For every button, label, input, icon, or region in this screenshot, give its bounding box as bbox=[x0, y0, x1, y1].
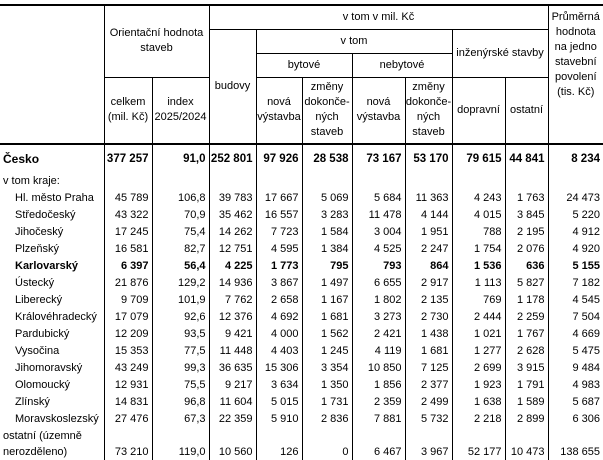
cell-nebytove-zmeny: 3 967 bbox=[405, 428, 452, 460]
table-row-subheading bbox=[0, 173, 603, 190]
cell-bytove-zmeny: 2 836 bbox=[302, 411, 352, 428]
cell-dopravni: 2 444 bbox=[452, 309, 505, 326]
cell-dopravni: 4 243 bbox=[452, 190, 505, 207]
subheading-label: v tom kraje: bbox=[3, 175, 60, 187]
cell-nebytove-nova: 6 655 bbox=[352, 275, 405, 292]
cell-prumerna: 4 912 bbox=[548, 224, 603, 241]
table-row bbox=[0, 275, 603, 292]
cell-bytove-zmeny: 1 245 bbox=[302, 343, 352, 360]
table-row bbox=[0, 309, 603, 326]
cell-dopravni: 788 bbox=[452, 224, 505, 241]
table-row bbox=[0, 428, 603, 460]
cell-bytove-nova: 15 306 bbox=[256, 360, 302, 377]
cell-bytove-zmeny: 1 384 bbox=[302, 241, 352, 258]
table-row bbox=[0, 326, 603, 343]
table-row bbox=[0, 224, 603, 241]
cell-prumerna: 7 182 bbox=[548, 275, 603, 292]
cell-prumerna: 5 220 bbox=[548, 207, 603, 224]
cell-prumerna: 5 475 bbox=[548, 343, 603, 360]
header-v-tom-mil-kc: v tom v mil. Kč bbox=[209, 5, 548, 29]
cell-dopravni: 1 638 bbox=[452, 394, 505, 411]
header-celkem: celkem (mil. Kč) bbox=[104, 77, 152, 144]
cell-celkem: 377 257 bbox=[104, 144, 152, 173]
cell-budovy: 39 783 bbox=[209, 190, 256, 207]
cell-index: 77,5 bbox=[152, 343, 209, 360]
cell-prumerna: 9 484 bbox=[548, 360, 603, 377]
cell-index: 82,7 bbox=[152, 241, 209, 258]
cell-index: 119,0 bbox=[152, 428, 209, 460]
cell-celkem: 9 709 bbox=[104, 292, 152, 309]
cell-ostatni: 1 763 bbox=[505, 190, 548, 207]
table-row bbox=[0, 411, 603, 428]
cell-index: 93,5 bbox=[152, 326, 209, 343]
cell-dopravni: 1 277 bbox=[452, 343, 505, 360]
header-prumerna-hodnota: Průměrná hodnota na jedno stavební povolení (tis. Kč) bbox=[548, 5, 603, 144]
table-row bbox=[0, 292, 603, 309]
cell-dopravni: 4 015 bbox=[452, 207, 505, 224]
cell-index: 129,2 bbox=[152, 275, 209, 292]
cell-celkem: 21 876 bbox=[104, 275, 152, 292]
cell-ostatni: 2 076 bbox=[505, 241, 548, 258]
table-row-total bbox=[0, 144, 603, 173]
cell-budovy: 11 604 bbox=[209, 394, 256, 411]
cell-index: 96,8 bbox=[152, 394, 209, 411]
table-row bbox=[0, 394, 603, 411]
cell-bytove-nova: 126 bbox=[256, 428, 302, 460]
cell-ostatni: 1 767 bbox=[505, 326, 548, 343]
cell-prumerna: 5 155 bbox=[548, 258, 603, 275]
cell-bytove-zmeny: 3 283 bbox=[302, 207, 352, 224]
cell-nebytove-nova: 2 359 bbox=[352, 394, 405, 411]
cell-prumerna: 4 669 bbox=[548, 326, 603, 343]
cell-ostatni: 636 bbox=[505, 258, 548, 275]
header-v-tom: v tom bbox=[256, 29, 452, 53]
cell-dopravni: 2 218 bbox=[452, 411, 505, 428]
cell-dopravni: 769 bbox=[452, 292, 505, 309]
cell-dopravni: 1 754 bbox=[452, 241, 505, 258]
cell-prumerna: 4 920 bbox=[548, 241, 603, 258]
cell-prumerna: 138 655 bbox=[548, 428, 603, 460]
cell-dopravni: 79 615 bbox=[452, 144, 505, 173]
cell-nebytove-zmeny: 4 144 bbox=[405, 207, 452, 224]
header-ostatni: ostatní bbox=[505, 77, 548, 144]
cell-celkem: 17 245 bbox=[104, 224, 152, 241]
cell-ostatni: 2 899 bbox=[505, 411, 548, 428]
table-row bbox=[0, 190, 603, 207]
cell-bytove-zmeny: 0 bbox=[302, 428, 352, 460]
cell-ostatni: 3 845 bbox=[505, 207, 548, 224]
header-corner bbox=[0, 5, 104, 144]
row-label: Moravskoslezský bbox=[15, 413, 99, 425]
table-row bbox=[0, 258, 603, 275]
cell-bytove-nova: 2 658 bbox=[256, 292, 302, 309]
cell-nebytove-zmeny: 2 730 bbox=[405, 309, 452, 326]
table-row bbox=[0, 377, 603, 394]
cell-nebytove-nova: 5 684 bbox=[352, 190, 405, 207]
header-budovy: budovy bbox=[209, 29, 256, 144]
cell-nebytove-zmeny: 2 135 bbox=[405, 292, 452, 309]
cell-ostatni: 5 827 bbox=[505, 275, 548, 292]
cell-celkem: 16 581 bbox=[104, 241, 152, 258]
row-label: Pardubický bbox=[15, 328, 70, 340]
cell-budovy: 4 225 bbox=[209, 258, 256, 275]
header-zmeny-nebytove: změny dokonče-ných staveb bbox=[405, 77, 452, 144]
cell-bytove-nova: 4 692 bbox=[256, 309, 302, 326]
cell-nebytove-nova: 1 802 bbox=[352, 292, 405, 309]
header-index: index 2025/2024 bbox=[152, 77, 209, 144]
cell-index: 99,3 bbox=[152, 360, 209, 377]
header-nebytove: nebytové bbox=[352, 53, 452, 77]
table-body bbox=[0, 144, 603, 460]
cell-prumerna: 24 473 bbox=[548, 190, 603, 207]
cell-budovy: 35 462 bbox=[209, 207, 256, 224]
cell-dopravni: 52 177 bbox=[452, 428, 505, 460]
cell-celkem: 73 210 bbox=[104, 428, 152, 460]
row-label: Karlovarský bbox=[15, 260, 78, 272]
cell-nebytove-nova: 11 478 bbox=[352, 207, 405, 224]
row-label: Olomoucký bbox=[15, 379, 71, 391]
cell-celkem: 14 831 bbox=[104, 394, 152, 411]
cell-ostatni: 3 915 bbox=[505, 360, 548, 377]
cell-nebytove-nova: 73 167 bbox=[352, 144, 405, 173]
row-label: Liberecký bbox=[15, 294, 63, 306]
cell-index: 91,0 bbox=[152, 144, 209, 173]
cell-nebytove-nova: 793 bbox=[352, 258, 405, 275]
cell-budovy: 14 936 bbox=[209, 275, 256, 292]
cell-nebytove-zmeny: 864 bbox=[405, 258, 452, 275]
cell-nebytove-nova: 4 525 bbox=[352, 241, 405, 258]
cell-nebytove-zmeny: 2 917 bbox=[405, 275, 452, 292]
row-label: ostatní (územně nerozděleno) bbox=[3, 430, 82, 458]
cell-nebytove-nova: 3 273 bbox=[352, 309, 405, 326]
cell-ostatni: 1 589 bbox=[505, 394, 548, 411]
construction-permits-table bbox=[0, 4, 603, 460]
cell-nebytove-zmeny: 2 499 bbox=[405, 394, 452, 411]
cell-celkem: 6 397 bbox=[104, 258, 152, 275]
cell-celkem: 12 209 bbox=[104, 326, 152, 343]
row-label: Zlínský bbox=[15, 396, 50, 408]
cell-ostatni: 2 195 bbox=[505, 224, 548, 241]
cell-dopravni: 1 021 bbox=[452, 326, 505, 343]
cell-budovy: 22 359 bbox=[209, 411, 256, 428]
row-label: Vysočina bbox=[15, 345, 60, 357]
row-label: Ústecký bbox=[15, 277, 55, 289]
cell-index: 92,6 bbox=[152, 309, 209, 326]
cell-prumerna: 4 545 bbox=[548, 292, 603, 309]
table-row bbox=[0, 360, 603, 377]
cell-celkem: 45 789 bbox=[104, 190, 152, 207]
row-label: Jihočeský bbox=[15, 226, 64, 238]
cell-celkem: 27 476 bbox=[104, 411, 152, 428]
cell-ostatni: 2 259 bbox=[505, 309, 548, 326]
table-row bbox=[0, 241, 603, 258]
cell-bytove-nova: 17 667 bbox=[256, 190, 302, 207]
cell-nebytove-zmeny: 7 125 bbox=[405, 360, 452, 377]
cell-bytove-nova: 4 000 bbox=[256, 326, 302, 343]
cell-bytove-nova: 5 015 bbox=[256, 394, 302, 411]
cell-dopravni: 1 923 bbox=[452, 377, 505, 394]
header-nova-vystavba-bytove: nová výstavba bbox=[256, 77, 302, 144]
header-dopravni: dopravní bbox=[452, 77, 505, 144]
cell-budovy: 252 801 bbox=[209, 144, 256, 173]
cell-celkem: 43 249 bbox=[104, 360, 152, 377]
table-row bbox=[0, 207, 603, 224]
cell-nebytove-zmeny: 2 377 bbox=[405, 377, 452, 394]
cell-nebytove-nova: 1 856 bbox=[352, 377, 405, 394]
cell-bytove-zmeny: 1 562 bbox=[302, 326, 352, 343]
cell-bytove-zmeny: 5 069 bbox=[302, 190, 352, 207]
cell-prumerna: 7 504 bbox=[548, 309, 603, 326]
cell-budovy: 9 421 bbox=[209, 326, 256, 343]
table-header bbox=[0, 5, 603, 144]
cell-index: 106,8 bbox=[152, 190, 209, 207]
cell-bytove-zmeny: 795 bbox=[302, 258, 352, 275]
cell-ostatni: 1 791 bbox=[505, 377, 548, 394]
cell-ostatni: 2 628 bbox=[505, 343, 548, 360]
cell-nebytove-nova: 3 004 bbox=[352, 224, 405, 241]
cell-nebytove-nova: 2 421 bbox=[352, 326, 405, 343]
cell-bytove-zmeny: 28 538 bbox=[302, 144, 352, 173]
cell-bytove-nova: 1 773 bbox=[256, 258, 302, 275]
cell-nebytove-zmeny: 1 681 bbox=[405, 343, 452, 360]
row-label: Jihomoravský bbox=[15, 362, 83, 374]
cell-nebytove-zmeny: 53 170 bbox=[405, 144, 452, 173]
cell-dopravni: 1 536 bbox=[452, 258, 505, 275]
cell-celkem: 17 079 bbox=[104, 309, 152, 326]
cell-bytove-zmeny: 1 350 bbox=[302, 377, 352, 394]
cell-bytove-nova: 4 403 bbox=[256, 343, 302, 360]
cell-nebytove-zmeny: 5 732 bbox=[405, 411, 452, 428]
cell-index: 101,9 bbox=[152, 292, 209, 309]
cell-nebytove-nova: 10 850 bbox=[352, 360, 405, 377]
cell-budovy: 12 751 bbox=[209, 241, 256, 258]
cell-dopravni: 1 113 bbox=[452, 275, 505, 292]
cell-bytove-nova: 16 557 bbox=[256, 207, 302, 224]
cell-index: 75,4 bbox=[152, 224, 209, 241]
cell-bytove-zmeny: 1 497 bbox=[302, 275, 352, 292]
cell-bytove-zmeny: 1 731 bbox=[302, 394, 352, 411]
cell-nebytove-zmeny: 2 247 bbox=[405, 241, 452, 258]
cell-prumerna: 5 687 bbox=[548, 394, 603, 411]
cell-index: 56,4 bbox=[152, 258, 209, 275]
cell-budovy: 36 635 bbox=[209, 360, 256, 377]
row-label: Hl. město Praha bbox=[15, 192, 94, 204]
cell-bytove-nova: 7 723 bbox=[256, 224, 302, 241]
cell-dopravni: 2 699 bbox=[452, 360, 505, 377]
cell-bytove-nova: 4 595 bbox=[256, 241, 302, 258]
cell-prumerna: 6 306 bbox=[548, 411, 603, 428]
cell-bytove-zmeny: 1 584 bbox=[302, 224, 352, 241]
cell-ostatni: 1 178 bbox=[505, 292, 548, 309]
cell-bytove-zmeny: 1 167 bbox=[302, 292, 352, 309]
cell-nebytove-zmeny: 1 951 bbox=[405, 224, 452, 241]
row-label: Česko bbox=[3, 152, 40, 166]
cell-ostatni: 44 841 bbox=[505, 144, 548, 173]
cell-bytove-zmeny: 3 354 bbox=[302, 360, 352, 377]
cell-nebytove-nova: 7 881 bbox=[352, 411, 405, 428]
cell-bytove-zmeny: 1 681 bbox=[302, 309, 352, 326]
header-zmeny-bytove: změny dokonče-ných staveb bbox=[302, 77, 352, 144]
cell-budovy: 9 217 bbox=[209, 377, 256, 394]
cell-celkem: 12 931 bbox=[104, 377, 152, 394]
row-label: Plzeňský bbox=[15, 243, 60, 255]
cell-prumerna: 8 234 bbox=[548, 144, 603, 173]
cell-ostatni: 10 473 bbox=[505, 428, 548, 460]
header-bytove: bytové bbox=[256, 53, 352, 77]
cell-bytove-nova: 3 867 bbox=[256, 275, 302, 292]
cell-bytove-nova: 3 634 bbox=[256, 377, 302, 394]
cell-bytove-nova: 97 926 bbox=[256, 144, 302, 173]
cell-nebytove-zmeny: 11 363 bbox=[405, 190, 452, 207]
header-inzenyrske-stavby: inženýrské stavby bbox=[452, 29, 548, 77]
row-label: Královéhradecký bbox=[15, 311, 97, 323]
header-nova-vystavba-nebytove: nová výstavba bbox=[352, 77, 405, 144]
cell-index: 70,9 bbox=[152, 207, 209, 224]
cell-celkem: 43 322 bbox=[104, 207, 152, 224]
cell-budovy: 7 762 bbox=[209, 292, 256, 309]
cell-prumerna: 4 983 bbox=[548, 377, 603, 394]
row-label: Středočeský bbox=[15, 209, 76, 221]
table-row bbox=[0, 343, 603, 360]
cell-budovy: 10 560 bbox=[209, 428, 256, 460]
header-orientacni-hodnota: Orientační hodnota staveb bbox=[104, 5, 209, 77]
cell-nebytove-nova: 6 467 bbox=[352, 428, 405, 460]
cell-budovy: 11 448 bbox=[209, 343, 256, 360]
cell-index: 75,5 bbox=[152, 377, 209, 394]
cell-index: 67,3 bbox=[152, 411, 209, 428]
cell-bytove-nova: 5 910 bbox=[256, 411, 302, 428]
cell-nebytove-nova: 4 119 bbox=[352, 343, 405, 360]
cell-budovy: 12 376 bbox=[209, 309, 256, 326]
cell-celkem: 15 353 bbox=[104, 343, 152, 360]
cell-nebytove-zmeny: 1 438 bbox=[405, 326, 452, 343]
cell-budovy: 14 262 bbox=[209, 224, 256, 241]
